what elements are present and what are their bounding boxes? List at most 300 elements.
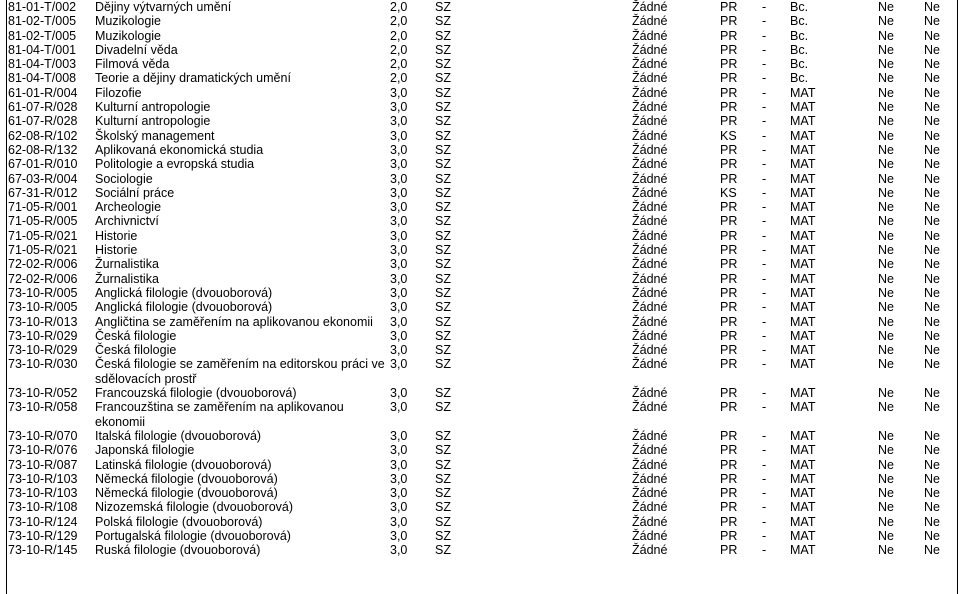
flag-a-cell: Ne [878,471,894,486]
table-row [8,29,948,43]
prerequisite-cell: Žádné [632,471,668,486]
degree-cell: MAT [790,300,816,315]
exam-type-cell: SZ [435,443,451,458]
study-form-cell: PR [720,157,738,172]
flag-b-cell: Ne [924,200,940,215]
table-row [8,272,948,286]
study-form-cell: PR [720,386,738,401]
table-row [8,315,948,329]
program-code-cell: 72-02-R/006 [8,257,78,272]
table-row [8,229,948,243]
credits-cell: 3,0 [390,157,408,172]
prerequisite-cell: Žádné [632,214,668,229]
exam-type-cell: SZ [435,300,451,315]
separator-cell: - [762,171,767,186]
flag-a-cell: Ne [878,28,894,43]
prerequisite-cell: Žádné [632,243,668,258]
program-name-cell: Muzikologie [95,14,162,29]
degree-cell: MAT [790,314,816,329]
credits-cell: 3,0 [390,85,408,100]
program-name-cell: Česká filologie [95,328,177,343]
program-name-cell: Ruská filologie (dvouoborová) [95,543,261,558]
table-row [8,286,948,300]
flag-b-cell: Ne [924,386,940,401]
table-row [8,186,948,200]
credits-cell: 2,0 [390,28,408,43]
flag-a-cell: Ne [878,400,894,415]
flag-a-cell: Ne [878,100,894,115]
prerequisite-cell: Žádné [632,85,668,100]
separator-cell: - [762,271,767,286]
prerequisite-cell: Žádné [632,443,668,458]
prerequisite-cell: Žádné [632,528,668,543]
separator-cell: - [762,128,767,143]
study-form-cell: PR [720,285,738,300]
study-form-cell: PR [720,42,738,57]
prerequisite-cell: Žádné [632,257,668,272]
flag-a-cell: Ne [878,285,894,300]
degree-cell: Bc. [790,0,809,14]
study-form-cell: PR [720,228,738,243]
table-row [8,343,948,357]
flag-b-cell: Ne [924,42,940,57]
table-row [8,157,948,171]
program-code-cell: 73-10-R/070 [8,428,78,443]
table-row [8,443,948,457]
program-name-cell: Sociální práce [95,185,175,200]
flag-b-cell: Ne [924,243,940,258]
flag-b-cell: Ne [924,543,940,558]
separator-cell: - [762,114,767,129]
credits-cell: 3,0 [390,185,408,200]
degree-cell: MAT [790,157,816,172]
program-code-cell: 73-10-R/103 [8,471,78,486]
flag-a-cell: Ne [878,514,894,529]
prerequisite-cell: Žádné [632,400,668,415]
program-name-cell: Teorie a dějiny dramatických umění [95,71,291,86]
flag-b-cell: Ne [924,142,940,157]
program-name-cell: Polská filologie (dvouoborová) [95,514,263,529]
study-form-cell: PR [720,300,738,315]
program-name-cell: Anglická filologie (dvouoborová) [95,300,273,315]
exam-type-cell: SZ [435,357,451,372]
table-row [8,100,948,114]
study-form-cell: KS [720,185,737,200]
flag-b-cell: Ne [924,285,940,300]
separator-cell: - [762,42,767,57]
credits-cell: 3,0 [390,243,408,258]
program-code-cell: 62-08-R/132 [8,142,78,157]
degree-cell: MAT [790,471,816,486]
program-name-cell: Školský management [95,128,215,143]
flag-a-cell: Ne [878,528,894,543]
flag-a-cell: Ne [878,142,894,157]
separator-cell: - [762,457,767,472]
separator-cell: - [762,285,767,300]
degree-cell: Bc. [790,28,809,43]
study-form-cell: PR [720,486,738,501]
degree-cell: Bc. [790,71,809,86]
program-code-cell: 73-10-R/013 [8,314,78,329]
flag-b-cell: Ne [924,157,940,172]
table-row [8,172,948,186]
degree-cell: MAT [790,128,816,143]
degree-cell: MAT [790,386,816,401]
table-row [8,386,948,400]
exam-type-cell: SZ [435,71,451,86]
table-row [8,143,948,157]
study-form-cell: PR [720,328,738,343]
credits-cell: 3,0 [390,285,408,300]
exam-type-cell: SZ [435,457,451,472]
program-code-cell: 73-10-R/005 [8,300,78,315]
credits-cell: 3,0 [390,543,408,558]
degree-cell: MAT [790,142,816,157]
prerequisite-cell: Žádné [632,71,668,86]
prerequisite-cell: Žádné [632,157,668,172]
exam-type-cell: SZ [435,157,451,172]
separator-cell: - [762,243,767,258]
study-form-cell: PR [720,100,738,115]
program-code-cell: 72-02-R/006 [8,271,78,286]
credits-cell: 3,0 [390,314,408,329]
credits-cell: 3,0 [390,486,408,501]
degree-cell: MAT [790,400,816,415]
prerequisite-cell: Žádné [632,428,668,443]
flag-b-cell: Ne [924,57,940,72]
flag-a-cell: Ne [878,214,894,229]
program-code-cell: 71-05-R/001 [8,200,78,215]
flag-a-cell: Ne [878,57,894,72]
program-name-cell: Kulturní antropologie [95,100,211,115]
prerequisite-cell: Žádné [632,114,668,129]
prerequisite-cell: Žádné [632,14,668,29]
program-code-cell: 71-05-R/021 [8,243,78,258]
study-form-cell: PR [720,443,738,458]
degree-cell: MAT [790,328,816,343]
exam-type-cell: SZ [435,200,451,215]
flag-a-cell: Ne [878,500,894,515]
program-code-cell: 73-10-R/005 [8,285,78,300]
program-code-cell: 71-05-R/021 [8,228,78,243]
exam-type-cell: SZ [435,528,451,543]
exam-type-cell: SZ [435,285,451,300]
separator-cell: - [762,357,767,372]
program-code-cell: 73-10-R/058 [8,400,78,415]
flag-a-cell: Ne [878,243,894,258]
credits-cell: 3,0 [390,271,408,286]
credits-cell: 3,0 [390,357,408,372]
flag-a-cell: Ne [878,428,894,443]
program-code-cell: 61-01-R/004 [8,85,78,100]
study-form-cell: PR [720,85,738,100]
prerequisite-cell: Žádné [632,42,668,57]
degree-cell: MAT [790,271,816,286]
prerequisite-cell: Žádné [632,514,668,529]
separator-cell: - [762,28,767,43]
flag-b-cell: Ne [924,314,940,329]
study-form-cell: PR [720,0,738,14]
program-name-cell: Žurnalistika [95,257,159,272]
prerequisite-cell: Žádné [632,57,668,72]
exam-type-cell: SZ [435,343,451,358]
program-code-cell: 73-10-R/129 [8,528,78,543]
credits-cell: 3,0 [390,328,408,343]
degree-cell: MAT [790,171,816,186]
program-name-cell: Francouzská filologie (dvouoborová) [95,386,297,401]
exam-type-cell: SZ [435,57,451,72]
program-code-cell: 73-10-R/108 [8,500,78,515]
credits-cell: 3,0 [390,428,408,443]
flag-b-cell: Ne [924,443,940,458]
separator-cell: - [762,528,767,543]
table-row [8,14,948,28]
flag-a-cell: Ne [878,443,894,458]
flag-b-cell: Ne [924,457,940,472]
table-row [8,243,948,257]
study-form-cell: PR [720,171,738,186]
study-form-cell: PR [720,457,738,472]
credits-cell: 2,0 [390,0,408,14]
prerequisite-cell: Žádné [632,328,668,343]
exam-type-cell: SZ [435,171,451,186]
exam-type-cell: SZ [435,257,451,272]
table-row [8,486,948,500]
program-name-cell: Italská filologie (dvouoborová) [95,428,262,443]
separator-cell: - [762,214,767,229]
exam-type-cell: SZ [435,114,451,129]
program-code-cell: 62-08-R/102 [8,128,78,143]
study-form-cell: KS [720,128,737,143]
separator-cell: - [762,228,767,243]
program-code-cell: 73-10-R/145 [8,543,78,558]
study-form-cell: PR [720,28,738,43]
study-form-cell: PR [720,142,738,157]
separator-cell: - [762,0,767,14]
program-name-cell: Žurnalistika [95,271,159,286]
separator-cell: - [762,142,767,157]
separator-cell: - [762,314,767,329]
study-form-cell: PR [720,57,738,72]
separator-cell: - [762,14,767,29]
flag-b-cell: Ne [924,28,940,43]
credits-cell: 3,0 [390,528,408,543]
separator-cell: - [762,71,767,86]
credits-cell: 3,0 [390,386,408,401]
program-name-cell: Historie [95,243,138,258]
table-row [8,0,948,14]
study-programs-table [8,0,948,558]
separator-cell: - [762,428,767,443]
flag-a-cell: Ne [878,85,894,100]
program-code-cell: 61-07-R/028 [8,100,78,115]
exam-type-cell: SZ [435,243,451,258]
program-name-cell: Německá filologie (dvouoborová) [95,486,278,501]
credits-cell: 3,0 [390,514,408,529]
degree-cell: MAT [790,85,816,100]
table-row [8,429,948,443]
exam-type-cell: SZ [435,228,451,243]
separator-cell: - [762,443,767,458]
prerequisite-cell: Žádné [632,285,668,300]
prerequisite-cell: Žádné [632,500,668,515]
table-row [8,129,948,143]
separator-cell: - [762,85,767,100]
degree-cell: MAT [790,514,816,529]
flag-a-cell: Ne [878,314,894,329]
credits-cell: 3,0 [390,171,408,186]
table-row [8,472,948,486]
prerequisite-cell: Žádné [632,185,668,200]
flag-b-cell: Ne [924,300,940,315]
exam-type-cell: SZ [435,471,451,486]
program-name-cell: Politologie a evropská studia [95,157,255,172]
prerequisite-cell: Žádné [632,271,668,286]
credits-cell: 3,0 [390,400,408,415]
exam-type-cell: SZ [435,314,451,329]
prerequisite-cell: Žádné [632,486,668,501]
separator-cell: - [762,500,767,515]
table-row [8,500,948,514]
degree-cell: MAT [790,100,816,115]
program-code-cell: 73-10-R/103 [8,486,78,501]
study-form-cell: PR [720,343,738,358]
table-row [8,57,948,71]
prerequisite-cell: Žádné [632,28,668,43]
program-name-cell: Nizozemská filologie (dvouoborová) [95,500,294,515]
separator-cell: - [762,185,767,200]
flag-a-cell: Ne [878,185,894,200]
degree-cell: MAT [790,528,816,543]
flag-b-cell: Ne [924,171,940,186]
flag-a-cell: Ne [878,257,894,272]
program-name-cell: Historie [95,228,138,243]
program-code-cell: 81-04-T/003 [8,57,77,72]
program-code-cell: 73-10-R/029 [8,328,78,343]
program-name-cell: Portugalská filologie (dvouoborová) [95,528,291,543]
flag-b-cell: Ne [924,400,940,415]
credits-cell: 3,0 [390,257,408,272]
exam-type-cell: SZ [435,500,451,515]
table-row [8,43,948,57]
degree-cell: MAT [790,500,816,515]
flag-b-cell: Ne [924,257,940,272]
flag-a-cell: Ne [878,386,894,401]
credits-cell: 3,0 [390,128,408,143]
flag-b-cell: Ne [924,71,940,86]
flag-b-cell: Ne [924,114,940,129]
program-code-cell: 67-01-R/010 [8,157,78,172]
flag-b-cell: Ne [924,514,940,529]
prerequisite-cell: Žádné [632,386,668,401]
program-code-cell: 71-05-R/005 [8,214,78,229]
program-code-cell: 73-10-R/124 [8,514,78,529]
credits-cell: 3,0 [390,114,408,129]
flag-b-cell: Ne [924,343,940,358]
study-form-cell: PR [720,271,738,286]
program-code-cell: 73-10-R/052 [8,386,78,401]
flag-b-cell: Ne [924,14,940,29]
prerequisite-cell: Žádné [632,142,668,157]
flag-b-cell: Ne [924,471,940,486]
study-form-cell: PR [720,71,738,86]
credits-cell: 2,0 [390,71,408,86]
study-form-cell: PR [720,500,738,515]
prerequisite-cell: Žádné [632,100,668,115]
exam-type-cell: SZ [435,486,451,501]
flag-a-cell: Ne [878,157,894,172]
flag-a-cell: Ne [878,200,894,215]
flag-b-cell: Ne [924,428,940,443]
program-code-cell: 81-04-T/001 [8,42,77,57]
program-name-cell: Dějiny výtvarných umění [95,0,232,14]
degree-cell: MAT [790,214,816,229]
credits-cell: 3,0 [390,228,408,243]
program-code-cell: 81-04-T/008 [8,71,77,86]
program-code-cell: 67-03-R/004 [8,171,78,186]
separator-cell: - [762,514,767,529]
exam-type-cell: SZ [435,386,451,401]
study-form-cell: PR [720,14,738,29]
exam-type-cell: SZ [435,514,451,529]
program-name-cell: Česká filologie se zaměřením na editorskou práci ve sdělovacích prostř [95,357,385,386]
program-code-cell: 81-01-T/002 [8,0,77,14]
flag-b-cell: Ne [924,271,940,286]
table-row [8,543,948,557]
credits-cell: 3,0 [390,214,408,229]
flag-a-cell: Ne [878,171,894,186]
study-form-cell: PR [720,314,738,329]
study-form-cell: PR [720,357,738,372]
program-code-cell: 73-10-R/029 [8,343,78,358]
degree-cell: MAT [790,443,816,458]
exam-type-cell: SZ [435,128,451,143]
table-row [8,200,948,214]
flag-a-cell: Ne [878,328,894,343]
program-name-cell: Filozofie [95,85,142,100]
flag-a-cell: Ne [878,486,894,501]
separator-cell: - [762,57,767,72]
flag-b-cell: Ne [924,328,940,343]
prerequisite-cell: Žádné [632,171,668,186]
exam-type-cell: SZ [435,185,451,200]
table-row [8,71,948,85]
study-form-cell: PR [720,514,738,529]
table-row [8,257,948,271]
program-name-cell: Anglická filologie (dvouoborová) [95,285,273,300]
prerequisite-cell: Žádné [632,343,668,358]
credits-cell: 2,0 [390,14,408,29]
table-row [8,329,948,343]
degree-cell: Bc. [790,42,809,57]
flag-a-cell: Ne [878,42,894,57]
table-body [8,0,948,558]
flag-b-cell: Ne [924,528,940,543]
left-border-line [6,0,7,594]
flag-a-cell: Ne [878,114,894,129]
separator-cell: - [762,328,767,343]
separator-cell: - [762,200,767,215]
prerequisite-cell: Žádné [632,543,668,558]
exam-type-cell: SZ [435,142,451,157]
degree-cell: MAT [790,357,816,372]
flag-b-cell: Ne [924,357,940,372]
study-form-cell: PR [720,200,738,215]
exam-type-cell: SZ [435,328,451,343]
separator-cell: - [762,400,767,415]
flag-b-cell: Ne [924,85,940,100]
flag-b-cell: Ne [924,128,940,143]
